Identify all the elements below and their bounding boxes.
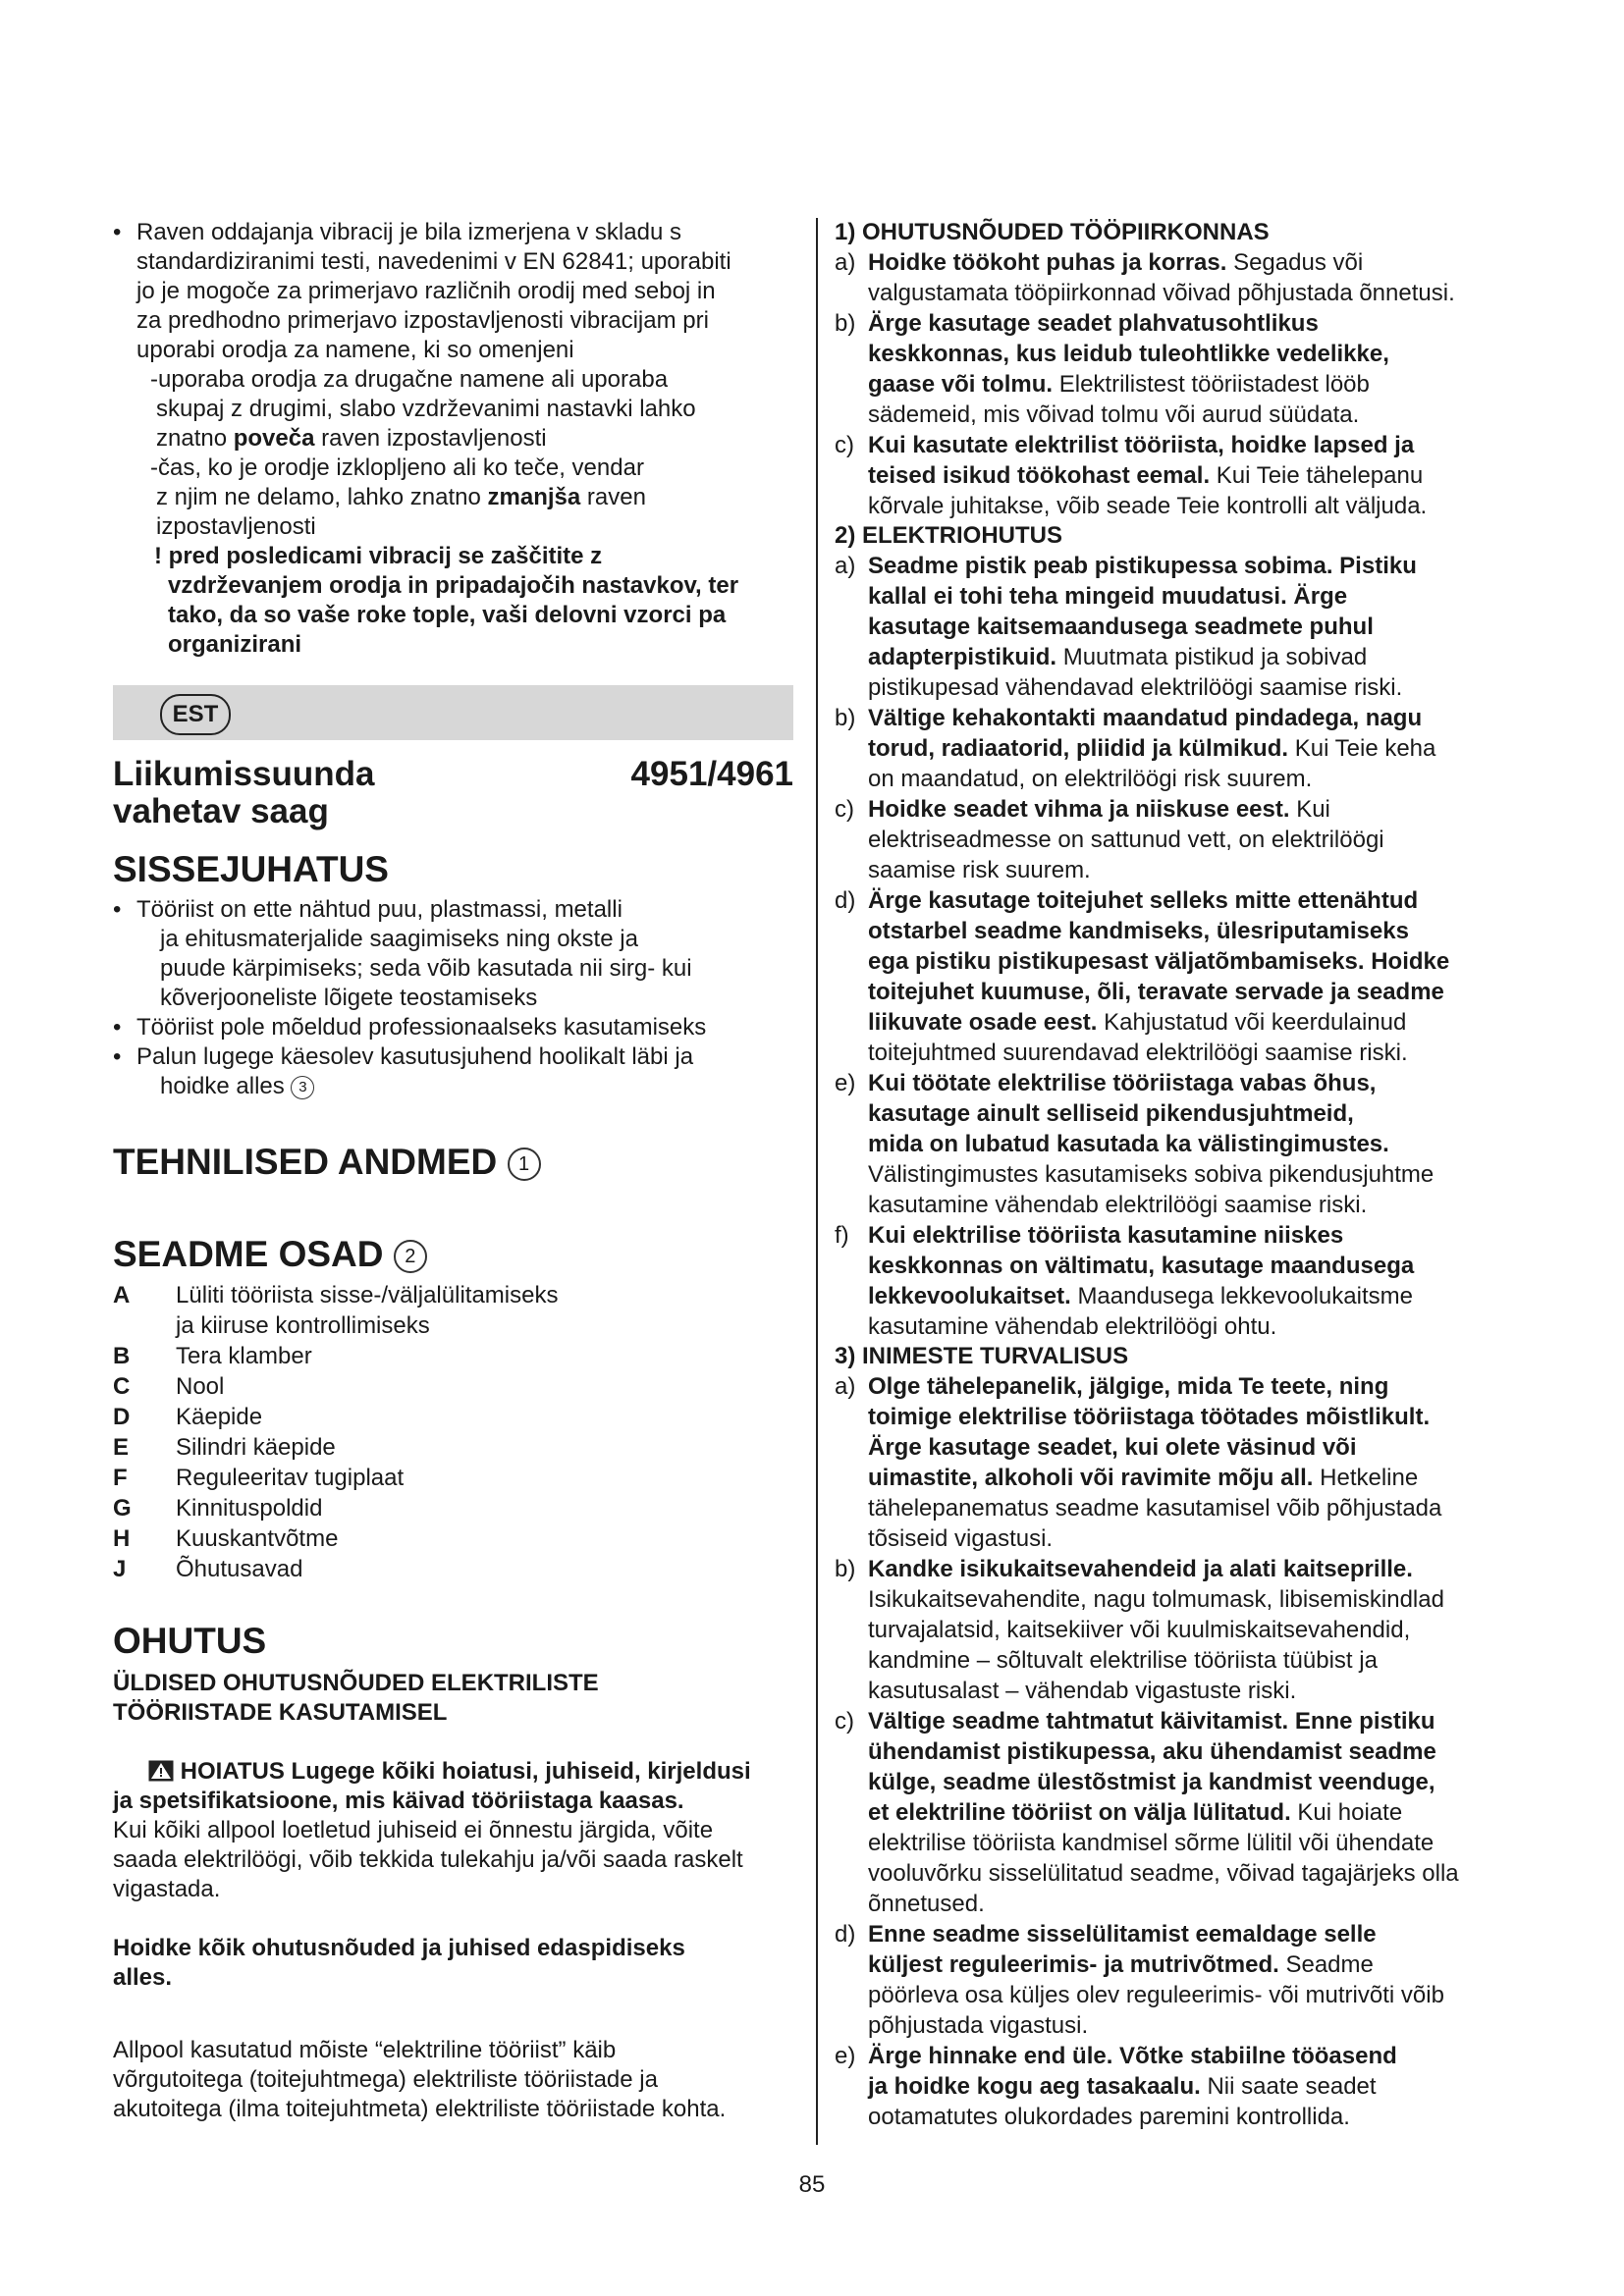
item-label: a) (835, 553, 856, 579)
safety-item (835, 1220, 1518, 1342)
item-line: küljest reguleerimis- ja mutrivõtmed. Seadme (868, 1951, 1374, 1978)
item-line: on maandatud, on elektrilöögi risk suurem. (868, 766, 1313, 792)
item-line: Ärge kasutage toitejuhet selleks mitte ettenähtud (868, 887, 1419, 914)
item-label: f) (835, 1222, 849, 1249)
item-line: pistikupesad vähendavad elektrilöögi saamise riski. (868, 674, 1403, 701)
tech-heading: TEHNILISED ANDMED 1 (113, 1141, 793, 1184)
item-line: Isikukaitsevahendite, nagu tolmumask, libisemiskindlad (868, 1586, 1444, 1613)
intro-bullet (113, 1013, 793, 1042)
item-line: kasutage ainult selliseid pikendusjuhtmeid, (868, 1100, 1354, 1127)
item-label: a) (835, 249, 856, 276)
model-number: 4951/4961 (630, 755, 793, 793)
intro-line: ja ehitusmaterjalide saagimiseks ning okste ja (160, 926, 638, 952)
part-item: A Lüliti tööriista sisse-/väljalülitamiseks ja kiiruse kontrollimiseks (113, 1282, 559, 1339)
figure-ref-icon: 2 (394, 1240, 427, 1273)
item-line: elektriseadmesse on sattunud vett, on elektrilöögi (868, 827, 1384, 853)
section-heading: 2) ELEKTRIOHUTUS (835, 522, 1063, 549)
figure-ref-icon: 1 (508, 1148, 541, 1181)
item-line: Seadme pistik peab pistikupessa sobima. Pistiku (868, 553, 1417, 579)
vibration-sub1-last: znatno poveča raven izpostavljenosti (156, 425, 547, 452)
safety-item (835, 794, 1518, 885)
item-line: saamise risk suurem. (868, 857, 1091, 883)
product-title-line1: Liikumissuunda (113, 755, 375, 793)
section-heading: 1) OHUTUSNÕUDED TÖÖPIIRKONNAS (835, 219, 1270, 245)
intro-line: puude kärpimiseks; seda võib kasutada nii sirg- kui (160, 955, 692, 982)
item-line: Kui töötate elektrilise tööriistaga vabas õhus, (868, 1070, 1377, 1096)
item-line: toimige elektrilise tööriistaga töötades mõistlikult. (868, 1404, 1431, 1430)
column-divider (816, 218, 818, 2145)
item-line: Enne seadme sisselülitamist eemaldage selle (868, 1921, 1377, 1948)
right-column (835, 218, 1518, 2132)
part-item: B Tera klamber (113, 1343, 312, 1369)
part-item: G Kinnituspoldid (113, 1495, 323, 1522)
item-line: turvajalatsid, kaitsekiiver või kuulmiskaitsevahendid, (868, 1617, 1411, 1643)
vibration-warning-line: organizirani (168, 631, 302, 658)
warning-triangle-icon (148, 1760, 174, 1782)
item-line: torud, radiaatorid, pliidid ja külmikud. Kui Teie keha (868, 735, 1436, 762)
item-line: adapterpistikuid. Muutmata pistikud ja sobivad (868, 644, 1368, 670)
safety-item (835, 1371, 1518, 1554)
item-line: Ärge kasutage seadet plahvatusohtlikus (868, 310, 1319, 337)
figure-ref-icon: 3 (291, 1076, 314, 1099)
part-item: C Nool (113, 1373, 225, 1400)
intro-bullet (113, 1042, 793, 1101)
language-band (113, 685, 793, 740)
section-heading: 3) INIMESTE TURVALISUS (835, 1343, 1129, 1369)
item-line: ootamatutes olukordades paremini kontrollida. (868, 2104, 1350, 2130)
item-line: tõsiseid vigastusi. (868, 1525, 1054, 1552)
item-label: c) (835, 796, 854, 823)
left-column (113, 218, 793, 2124)
item-line: Olge tähelepanelik, jälgige, mida Te teete, ning (868, 1373, 1389, 1400)
item-line: pöörleva osa küljes olev reguleerimis- või mutrivõti võib (868, 1982, 1444, 2008)
item-line: mida on lubatud kasutada ka välistingimustes. (868, 1131, 1389, 1157)
item-line: ega pistiku pistikupesast väljatõmbamiseks. Hoidke (868, 948, 1450, 975)
item-line: Vältige seadme tahtmatut käivitamist. Enne pistiku (868, 1708, 1435, 1735)
item-label: c) (835, 1708, 854, 1735)
safety-item (835, 308, 1518, 430)
item-label: d) (835, 887, 856, 914)
warning-title: HOIATUS Lugege kõiki hoiatusi, juhiseid, kirjeldusi (180, 1758, 751, 1785)
vibration-sub1-line: skupaj z drugimi, slabo vzdrževanimi nastavki lahko (156, 396, 696, 422)
item-label: c) (835, 432, 854, 458)
intro-bullet (113, 895, 793, 1013)
safety-item (835, 2041, 1518, 2132)
vibration-line: jo je mogoče za primerjavo različnih orodij med seboj in (136, 278, 716, 304)
item-line: lekkevoolukaitset. Maandusega lekkevoolukaitsme (868, 1283, 1413, 1309)
parts-heading: SEADME OSAD 2 (113, 1233, 793, 1276)
safety-item (835, 551, 1518, 703)
intro-line: • Tööriist on ette nähtud puu, plastmassi, metalli (136, 896, 623, 923)
safety-item (835, 703, 1518, 794)
item-label: b) (835, 1556, 856, 1582)
item-line: tähelepanematus seadme kasutamisel võib põhjustada (868, 1495, 1442, 1522)
item-line: toitejuhtmed suurendavad elektrilöögi saamise riski. (868, 1040, 1408, 1066)
item-line: ja hoidke kogu aeg tasakaalu. Nii saate seadet (868, 2073, 1377, 2100)
product-title-line2: vahetav saag (113, 792, 329, 830)
safety-heading: OHUTUS (113, 1621, 267, 1661)
part-item: J Õhutusavad (113, 1556, 303, 1582)
item-label: b) (835, 705, 856, 731)
item-line: õnnetused. (868, 1891, 985, 1917)
item-line: Kandke isikukaitsevahendeid ja alati kaitseprille. (868, 1556, 1413, 1582)
item-label: e) (835, 1070, 856, 1096)
part-item: E Silindri käepide (113, 1434, 336, 1461)
intro-line: • Tööriist pole mõeldud professionaalseks kasutamiseks (136, 1014, 707, 1041)
vibration-line: uporabi orodja za namene, ki so omenjeni (136, 337, 574, 363)
item-line: Hoidke töökoht puhas ja korras. Segadus või (868, 249, 1364, 276)
intro-list (113, 895, 793, 1101)
item-line: külge, seadme ülestõstmist ja kandmist veenduge, (868, 1769, 1435, 1795)
warning-block (113, 1757, 793, 1904)
part-item: H Kuuskantvõtme (113, 1525, 339, 1552)
item-line: Hoidke seadet vihma ja niiskuse eest. Kui (868, 796, 1330, 823)
item-line: Ärge hinnake end üle. Võtke stabiilne tööasend (868, 2043, 1397, 2069)
item-line: teised isikud töökohast eemal. Kui Teie tähelepanu (868, 462, 1424, 489)
item-line: Välistingimustes kasutamiseks sobiva pikendusjuhtme (868, 1161, 1435, 1188)
product-title-block (113, 756, 793, 836)
item-line: gaase või tolmu. Elektrilistest tööriistadest lööb (868, 371, 1370, 398)
item-line: ühendamist pistikupessa, aku ühendamist seadme (868, 1738, 1436, 1765)
item-line: keskkonnas on vältimatu, kasutage maandusega (868, 1253, 1415, 1279)
item-line: põhjustada vigastusi. (868, 2012, 1089, 2039)
item-line: Ärge kasutage seadet, kui olete väsinud või (868, 1434, 1357, 1461)
part-item: D Käepide (113, 1404, 263, 1430)
item-line: toitejuhet kuumuse, õli, teravate servade ja seadme (868, 979, 1444, 1005)
keep-instructions: Hoidke kõik ohutusnõuded ja juhised edaspidiseks alles. (113, 1935, 685, 1991)
vibration-line: za predhodno primerjavo izpostavljenosti vibracijam pri (136, 307, 709, 334)
warning-text: vigastada. (113, 1876, 221, 1902)
item-line: kasutage kaitsemaandusega seadmete puhul (868, 614, 1374, 640)
language-badge: EST (160, 694, 231, 735)
warning-title-2: ja spetsifikatsioone, mis käivad tööriistaga kaasas. (113, 1788, 684, 1814)
item-label: a) (835, 1373, 856, 1400)
vibration-line: standardiziranimi testi, navedenimi v EN 62841; uporabiti (136, 248, 731, 275)
parts-list (113, 1280, 793, 1584)
vibration-warning (150, 542, 793, 660)
item-label: e) (835, 2043, 856, 2069)
intro-line: kõverjooneliste lõigete teostamiseks (160, 985, 538, 1011)
intro-heading: SISSEJUHATUS (113, 849, 389, 889)
item-line: keskkonnas, kus leidub tuleohtlikke vedelikke, (868, 341, 1389, 367)
vibration-warning-line: vzdrževanjem orodja in pripadajočih nastavkov, ter (168, 572, 739, 599)
item-line: elektrilise tööriista kandmisel sõrme lülitil või ühendate (868, 1830, 1435, 1856)
intro-line: hoidke alles 3 (136, 1072, 793, 1101)
safety-item (835, 1068, 1518, 1220)
vibration-bullet (113, 218, 793, 660)
item-line: vooluvõrku sisselülitatud seadme, võivad tagajärjeks olla (868, 1860, 1459, 1887)
item-line: liikuvate osade eest. Kahjustatud või keerdulainud (868, 1009, 1407, 1036)
safety-item (835, 1919, 1518, 2041)
item-line: sädemeid, mis võivad tolmu või aurud süüdata. (868, 401, 1360, 428)
item-line: kasutamine vähendab elektrilöögi saamise riski. (868, 1192, 1368, 1218)
safety-item (835, 1554, 1518, 1706)
term-definition: Allpool kasutatud mõiste “elektriline tööriist” käib võrgutoitega (toitejuhtmega) elektriliste tööriistade ja akutoitega (ilma toitejuhtmeta) elektriliste tööriistade kohta. (113, 2037, 727, 2122)
item-line: Vältige kehakontakti maandatud pindadega, nagu (868, 705, 1423, 731)
safety-item (835, 430, 1518, 521)
vibration-sub2-mid: z njim ne delamo, lahko znatno zmanjša raven (156, 484, 646, 510)
vibration-sub2-line: -čas, ko je orodje izklopljeno ali ko teče, vendar (150, 454, 644, 481)
item-line: et elektriline tööriist on välja lülitatud. Kui hoiate (868, 1799, 1403, 1826)
vibration-sub2-last: izpostavljenosti (156, 513, 316, 540)
vibration-warning-line: ! pred posledicami vibracij se zaščitite z (154, 543, 603, 569)
warning-text: Kui kõiki allpool loetletud juhiseid ei õnnestu järgida, võite (113, 1817, 714, 1843)
safety-item (835, 1706, 1518, 1919)
page-number: 85 (798, 2171, 826, 2198)
item-line: valgustamata tööpiirkonnad võivad põhjustada õnnetusi. (868, 280, 1455, 306)
item-line: uimastite, alkoholi või ravimite mõju all. Hetkeline (868, 1465, 1419, 1491)
item-line: kasutusalast – vähendab vigastuste riski. (868, 1678, 1297, 1704)
item-label: d) (835, 1921, 856, 1948)
item-line: kõrvale juhitakse, võib seade Teie kontrolli alt väljuda. (868, 493, 1428, 519)
safety-item (835, 885, 1518, 1068)
item-line: Kui elektrilise tööriista kasutamine niiskes (868, 1222, 1344, 1249)
part-item: F Reguleeritav tugiplaat (113, 1465, 405, 1491)
vibration-warning-line: tako, da so vaše roke tople, vaši delovni vzorci pa (168, 602, 727, 628)
intro-line: • Palun lugege käesolev kasutusjuhend hoolikalt läbi ja (136, 1043, 694, 1070)
warning-text: saada elektrilöögi, võib tekkida tulekahju ja/või saada raskelt (113, 1846, 743, 1873)
item-line: Kui kasutate elektrilist tööriista, hoidke lapsed ja (868, 432, 1415, 458)
vibration-sub1-line: -uporaba orodja za drugačne namene ali uporaba (150, 366, 669, 393)
general-safety-heading: ÜLDISED OHUTUSNÕUDED ELEKTRILISTE TÖÖRIISTADE KASUTAMISEL (113, 1670, 599, 1726)
vibration-line: • Raven oddajanja vibracij je bila izmerjena v skladu s (136, 219, 681, 245)
item-line: kallal ei tohi teha mingeid muudatusi. Ärge (868, 583, 1348, 610)
item-line: otstarbel seadme kandmiseks, ülesriputamiseks (868, 918, 1409, 944)
safety-item (835, 247, 1518, 308)
item-line: kandmine – sõltuvalt elektrilise tööriista tüübist ja (868, 1647, 1378, 1674)
item-label: b) (835, 310, 856, 337)
item-line: kasutamine vähendab elektrilöögi ohtu. (868, 1313, 1277, 1340)
